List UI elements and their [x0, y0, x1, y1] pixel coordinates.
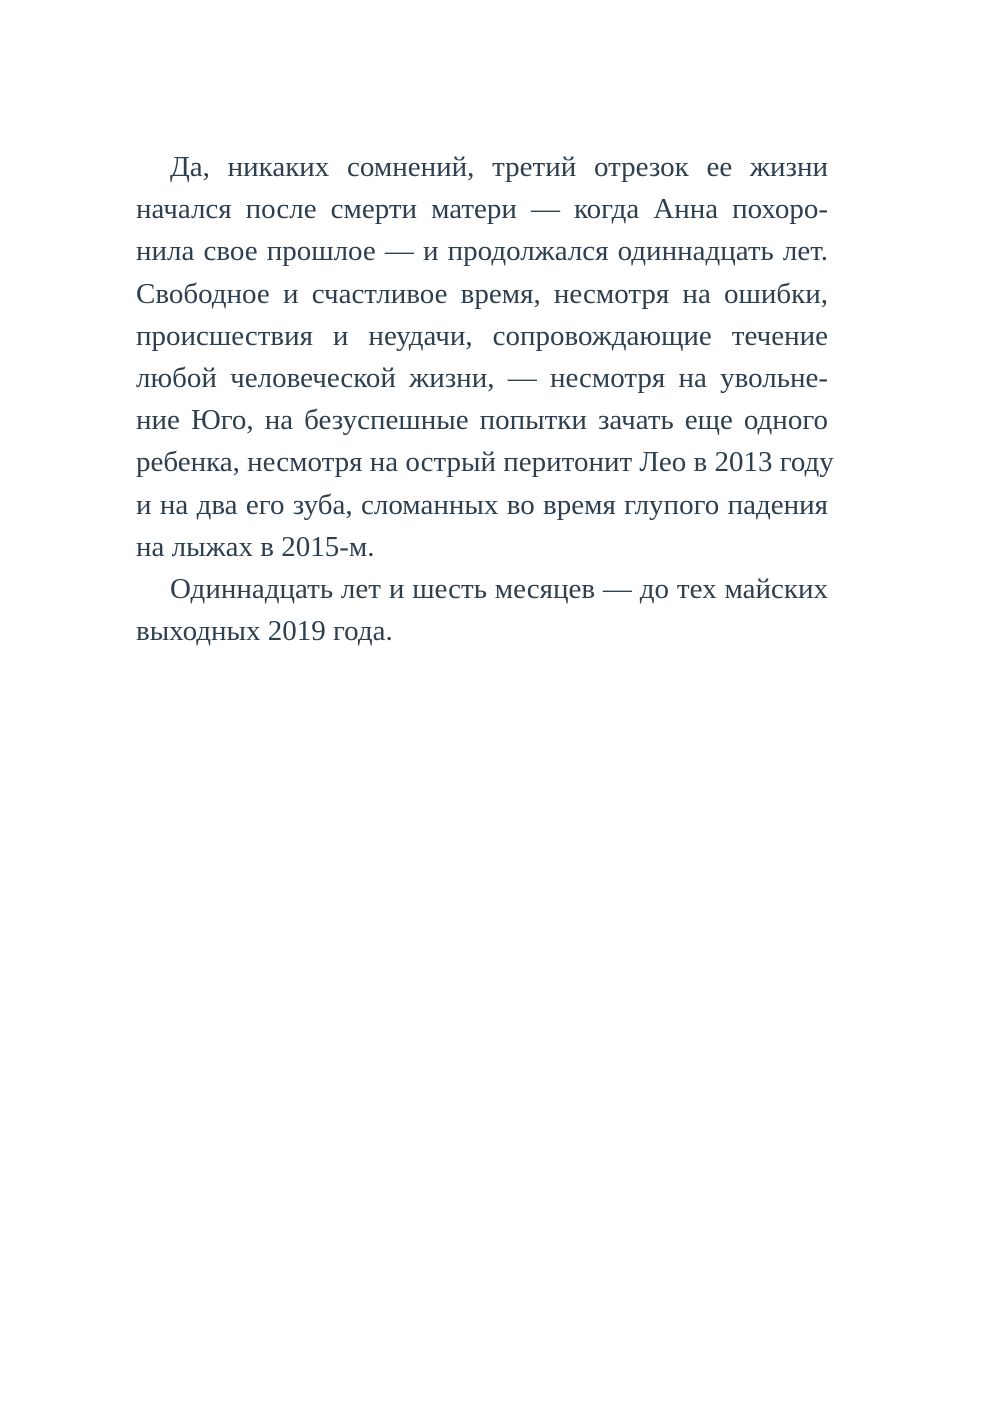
text-line: Да, никаких сомнений, третий отрезок ее жизни	[170, 151, 828, 183]
text-line: начался после смерти матери — когда Анна похоро-	[136, 193, 828, 226]
text-line: любой человеческой жизни, — несмотря на увольне-	[136, 361, 828, 394]
text-line: Одиннадцать лет и шесть месяцев — до тех майских	[170, 572, 828, 605]
text-line: происшествия и неудачи, сопровождающие течение	[136, 319, 828, 352]
paragraph-2	[136, 568, 828, 652]
text-line: и на два его зуба, сломанных во время глупого падения	[136, 488, 828, 521]
text-line: ние Юго, на безуспешные попытки зачать еще одного	[136, 404, 828, 437]
text-line: нила свое прошлое — и продолжался одиннадцать лет.	[136, 235, 828, 268]
text-line: выходных 2019 года.	[136, 615, 393, 648]
text-line: Свободное и счастливое время, несмотря на ошибки,	[136, 277, 828, 310]
page-body	[136, 146, 834, 652]
paragraph-1	[136, 146, 834, 568]
text-line: ребенка, несмотря на острый перитонит Лео в 2013 году	[136, 446, 834, 479]
text-line: на лыжах в 2015-м.	[136, 530, 375, 563]
